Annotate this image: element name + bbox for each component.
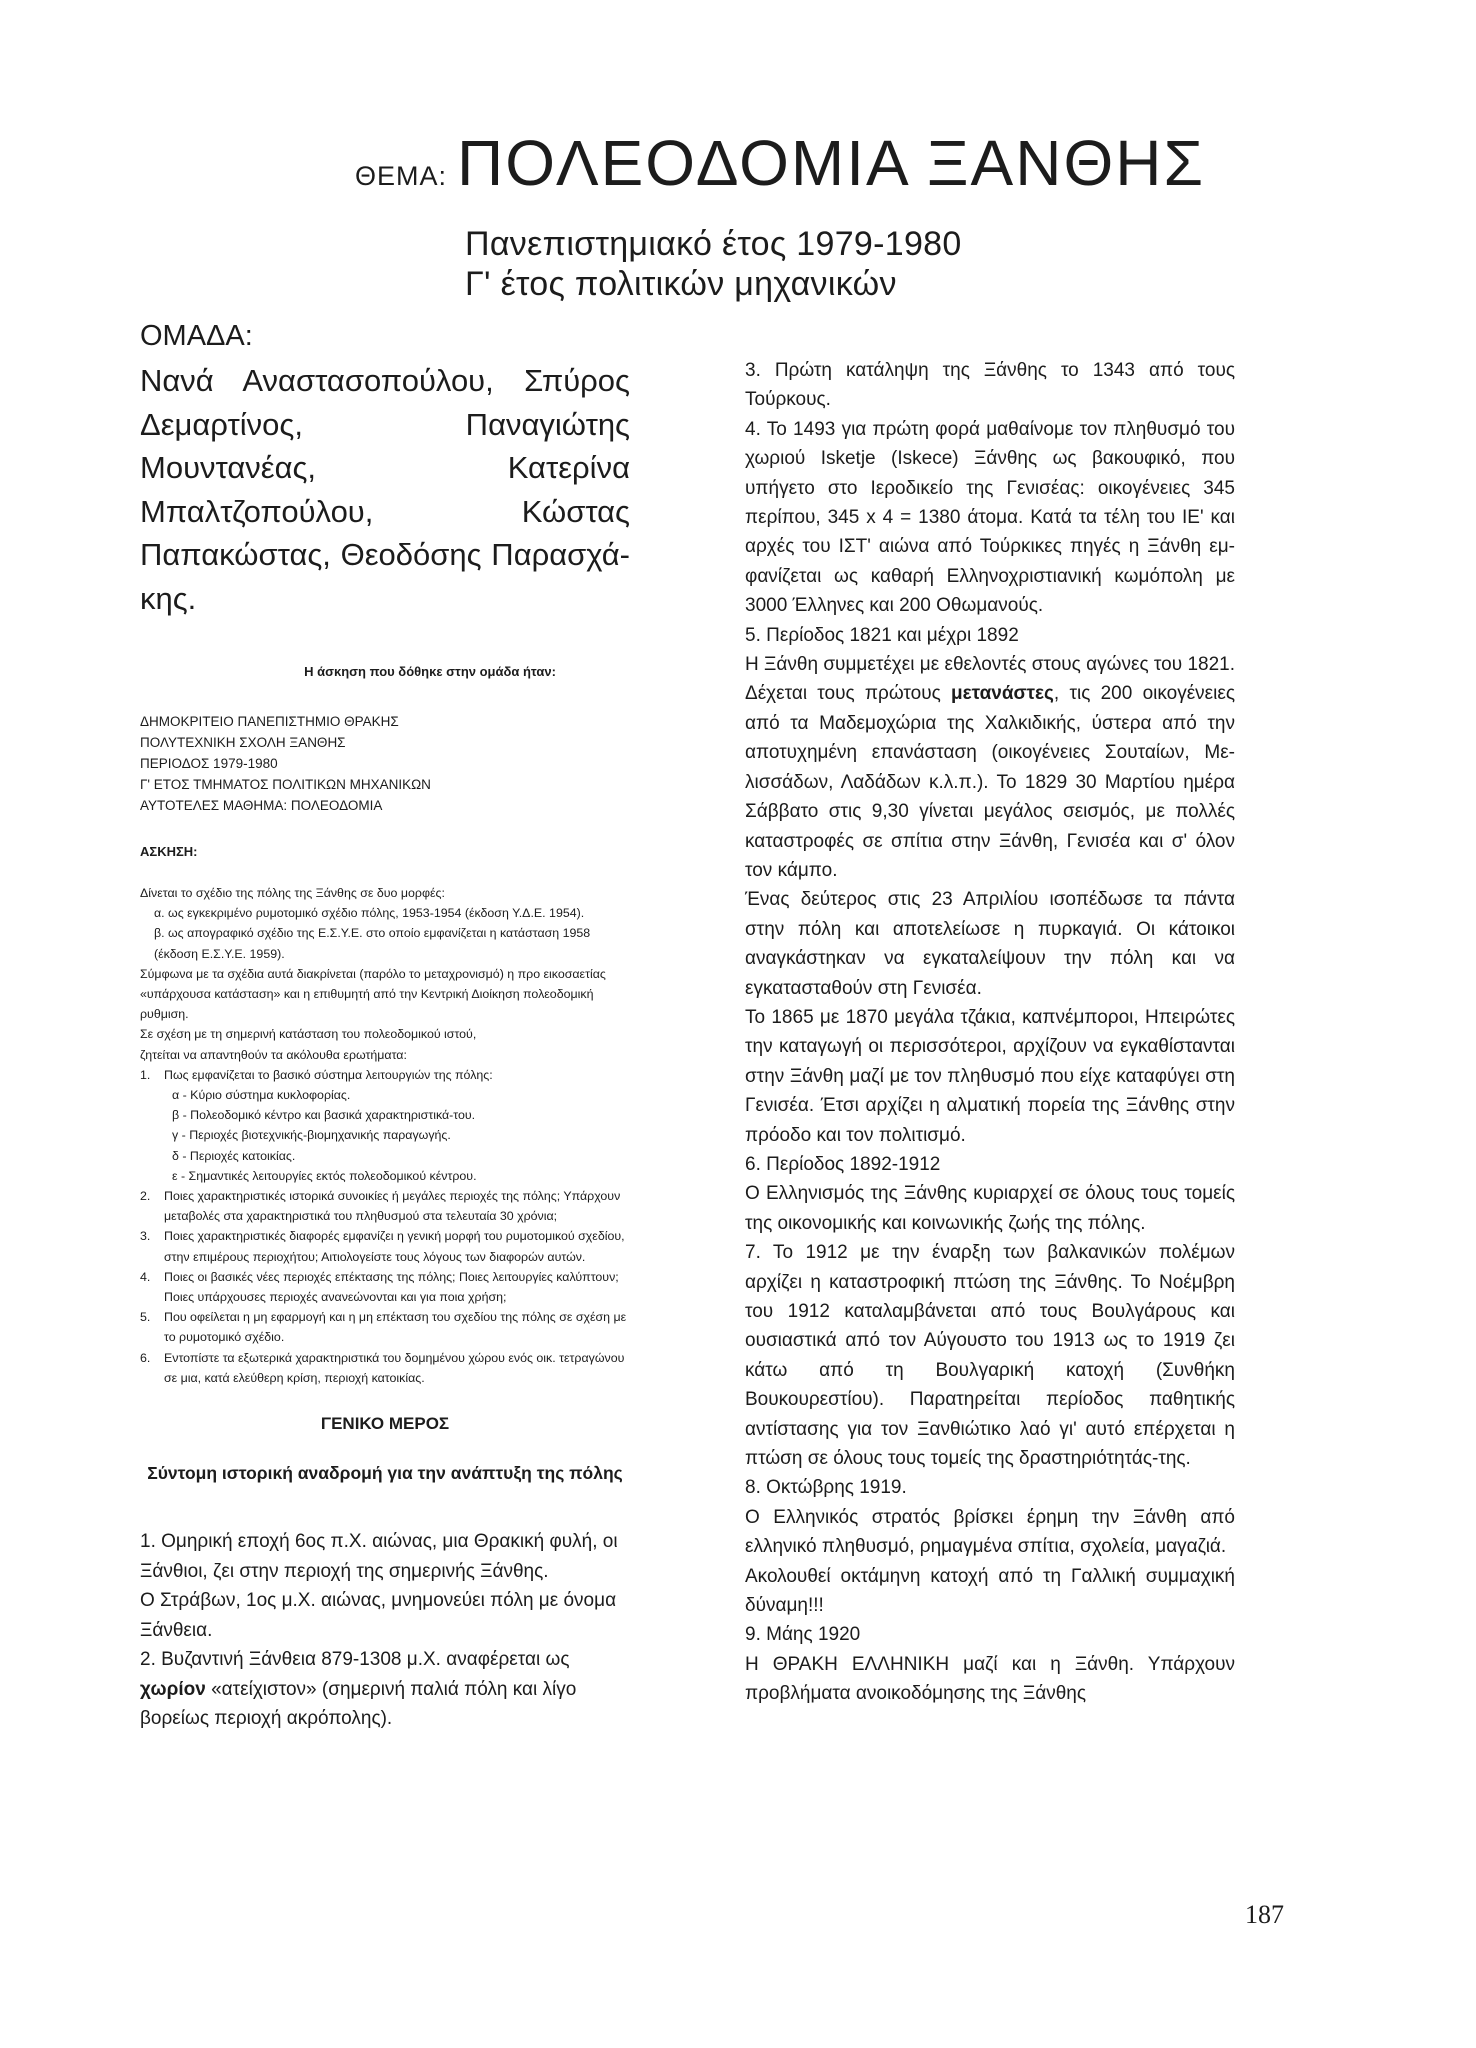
question-item (140, 1226, 630, 1266)
exercise-header-lines (140, 711, 630, 816)
question-number: 4. (140, 1269, 151, 1284)
department-line: Γ' έτος πολιτικών μηχανικών (465, 265, 897, 303)
history-paragraph: Ο Ελληνικός στρατός βρίσκει έρημη την Ξάνθη από ελληνικό πληθυσμό, ρημαγμένα σπίτια, σχολεία, μαγαζιά. (745, 1506, 1235, 1558)
header-line: ΠΕΡΙΟΔΟΣ 1979-1980 (140, 756, 278, 771)
exercise-form-a: α. ως εγκεκριμένο ρυμοτομικό σχέδιο πόλης, 1953-1954 (έκδοση Υ.Δ.Ε. 1954). (154, 906, 585, 921)
academic-year: Πανεπιστημιακό έτος 1979-1980 (465, 225, 962, 263)
question-number: 5. (140, 1310, 151, 1325)
history-paragraph: 6. Περίοδος 1892-1912 (745, 1153, 941, 1175)
history-paragraph: Η ΘΡΑΚΗ ΕΛΛΗΝΙΚΗ μαζί και η Ξάνθη. Υπάρχουν προβλήματα ανοικοδόμησης της Ξάνθης (745, 1653, 1235, 1705)
question-item (140, 1186, 630, 1226)
bold-term: χωρίον (140, 1678, 206, 1700)
exercise-given: Δίνεται το σχέδιο της πόλης της Ξάνθης σε δυο μορφές: (140, 886, 445, 900)
title-row (355, 126, 1205, 200)
title-prefix: ΘΕΜΑ: (355, 161, 448, 191)
history-text-left (140, 1527, 630, 1734)
left-column (140, 320, 630, 1734)
header-line: Γ' ΕΤΟΣ ΤΜΗΜΑΤΟΣ ΠΟΛΙΤΙΚΩΝ ΜΗΧΑΝΙΚΩΝ (140, 777, 431, 792)
history-paragraph: Ακολουθεί οκτάμηνη κατοχή από τη Γαλλική συμμαχική δύναμη!!! (745, 1565, 1235, 1617)
history-paragraph (140, 1645, 630, 1734)
header-line: ΔΗΜΟΚΡΙΤΕΙΟ ΠΑΝΕΠΙΣΤΗΜΙΟ ΘΡΑΚΗΣ (140, 714, 399, 729)
exercise-paragraph: Σε σχέση με τη σημερινή κατάσταση του πολεοδομικού ιστού, (140, 1027, 477, 1042)
question-subitem: β - Πολεοδομικό κέντρο και βασικά χαρακτηριστικά-του. (172, 1108, 476, 1123)
question-item (140, 1307, 630, 1347)
header-line: ΑΥΤΟΤΕΛΕΣ ΜΑΘΗΜΑ: ΠΟΛΕΟΔΟΜΙΑ (140, 798, 383, 813)
question-item (140, 1065, 630, 1085)
exercise-intro: Η άσκηση που δόθηκε στην ομάδα ήταν: (304, 664, 556, 679)
bold-term: μετανάστες (951, 683, 1054, 705)
history-paragraph: 1. Ομηρική εποχή 6ος π.Χ. αιώνας, μια Θρακική φυλή, οι Ξάνθιοι, ζει στην περιοχή της σημερινής Ξάνθης. (140, 1531, 618, 1582)
question-number: 2. (140, 1189, 151, 1204)
text-run: 2. Βυζαντινή Ξάνθεια 879-1308 μ.Χ. αναφέρεται ως (140, 1649, 570, 1671)
exercise-paragraph: Σύμφωνα με τα σχέδια αυτά διακρίνεται (παρόλο το μεταχρονισμό) η προ εικοσαετίας «υπάρχουσα κατάσταση» και η επιθυμητή από την Κεντρική Διοίκηση πολεοδομική ρυθμιση. (140, 966, 606, 1022)
history-paragraph (745, 650, 1235, 885)
header-line: ΠΟΛΥΤΕΧΝΙΚΗ ΣΧΟΛΗ ΞΑΝΘΗΣ (140, 735, 346, 750)
general-section-title: ΓΕΝΙΚΟ ΜΕΡΟΣ (320, 1414, 450, 1434)
history-paragraph: Ένας δεύτερος στις 23 Απριλίου ισοπέδωσε τα πάντα στην πόλη και αποτελείωσε η πυρκαγιά. Οι κάτοικοι αναγκάστηκαν να εγκαταλείψουν την πόλη και να εγκατασταθούν στη Γενισέα. (745, 889, 1235, 999)
question-item (140, 1348, 630, 1388)
question-text: Εντοπίστε τα εξωτερικά χαρακτηριστικά του δομημένου χώρου ενός οικ. τετραγώνου σε μια, κατά ελεύθερη κρίση, περιοχή κατοικίας. (164, 1350, 625, 1385)
text-run: «ατείχιστον» (σημερινή παλιά πόλη και λίγο βορείως περιοχή ακρόπολης). (140, 1678, 577, 1730)
question-subitem: α - Κύριο σύστημα κυκλοφορίας. (172, 1088, 351, 1103)
question-text: Ποιες οι βασικές νέες περιοχές επέκτασης της πόλης; Ποιες λειτουργίες καλύπτουν; Ποιες υπάρχουσες περιοχές ανανεώνονται και για ποια χρήση; (164, 1269, 619, 1305)
question-item (140, 1267, 630, 1307)
exercise-form-b: β. ως απογραφικό σχέδιο της Ε.Σ.Υ.Ε. στο οποίο εμφανίζεται η κατάσταση 1958 (έκδοση Ε.Σ.Υ.Ε. 1959). (154, 926, 591, 961)
history-title: Σύντομη ιστορική αναδρομή για την ανάπτυξη της πόλης (147, 1463, 623, 1484)
group-members: Νανά Αναστασοπούλου, Σπύρος Δεμαρτίνος, Παναγιώτης Μουντανέας, Κατερίνα Μπαλτζοπούλου, Κώστας Παπακώστας, Θεοδόσης Παρασχάκης. (140, 363, 630, 616)
group-label: ΟΜΑΔΑ: (140, 320, 253, 352)
question-number: 1. (140, 1067, 151, 1082)
page-title: ΠΟΛΕΟΔΟΜΙΑ ΞΑΝΘΗΣ (457, 127, 1206, 199)
history-paragraph: 7. Το 1912 με την έναρξη των βαλκανικών πολέμων αρχίζει η καταστροφική πτώση της Ξάνθης. Το Νοέμβρη του 1912 καταλαμβάνεται από τους Βουλγάρους και ουσιαστικά από τον Αύγουστο του 1913 ως το 1919 ζει κάτω από τη Βουλγαρική κατοχή (Συνθήκη Βουκουρεστίου). Παρατηρείται περίοδος παθητικής αντίστασης για τον Ξανθιώτικο λαό γι' αυτό επέρχεται η πτώση σε όλους τους τομείς της δραστηριότητάς-της. (745, 1242, 1235, 1470)
text-run: Η Ξάνθη συμμετέχει με εθελοντές στους αγώνες του 1821. Δέχεται τους πρώτους (745, 654, 1235, 705)
history-paragraph: 4. Το 1493 για πρώτη φορά μαθαίνομε τον πληθυσμό του χωριού Isketje (Iskece) Ξάνθης ως βακουφικό, που υπήγετο στο Ιεροδικείο της Γενισέας: οικογένειες 345 περίπου, 345 x 4 = 1380 άτομα. Κατά τα τέλη του ΙΕ' και αρχές του ΙΣΤ' αιώνα από Τούρκικες πηγές η Ξάνθη εμφανίζεται ως καθαρή Ελληνοχριστιανική κωμόπολη με 3000 Έλληνες και 200 Οθωμανούς. (745, 418, 1235, 617)
question-subitem: γ - Περιοχές βιοτεχνικής-βιομηχανικής παραγωγής. (172, 1128, 451, 1143)
exercise-label: ΑΣΚΗΣΗ: (140, 844, 198, 859)
right-column (745, 356, 1235, 1709)
question-text: Πως εμφανίζεται το βασικό σύστημα λειτουργιών της πόλης: (164, 1067, 493, 1082)
question-number: 3. (140, 1229, 151, 1244)
question-number: 6. (140, 1350, 151, 1365)
exercise-paragraph: ζητείται να απαντηθούν τα ακόλουθα ερωτήματα: (140, 1047, 407, 1062)
page-number: 187 (1245, 1900, 1284, 1929)
history-paragraph: Ο Ελληνισμός της Ξάνθης κυριαρχεί σε όλους τους τομείς της οικονομικής και κοινωνικής ζωής της πόλης. (745, 1183, 1235, 1234)
history-paragraph: Το 1865 με 1870 μεγάλα τζάκια, καπνέμποροι, Ηπειρώτες την καταγωγή οι περισσότεροι, αρχίζουν να εγκαθίστανται στην Ξάνθη μαζί με τον πληθυσμό που είχε καταφύγει στη Γενισέα. Έτσι αρχίζει η αλματική πορεία της Ξάνθης στην πρόοδο και τον πολιτισμό. (745, 1006, 1235, 1146)
question-text: Ποιες χαρακτηριστικές ιστορικά συνοικίες ή μεγάλες περιοχές της πόλης; Υπάρχουν μεταβολές στα χαρακτηριστικά του πληθυσμού στα τελευταία 30 χρόνια; (164, 1189, 621, 1224)
history-paragraph: Ο Στράβων, 1ος μ.Χ. αιώνας, μνημονεύει πόλη με όνομα Ξάνθεια. (140, 1590, 617, 1641)
question-text: Ποιες χαρακτηριστικές διαφορές εμφανίζει η γενική μορφή του ρυμοτομικού σχεδίου, στην επιμέρους περιοχήτου; Αιτιολογείστε τους λόγους των διαφορών αυτών. (164, 1229, 625, 1264)
question-text: Που οφείλεται η μη εφαρμογή και η μη επέκταση του σχεδίου της πόλης σε σχέση με το ρυμοτομικό σχέδιο. (164, 1310, 627, 1345)
history-paragraph: 9. Μάης 1920 (745, 1624, 861, 1646)
history-paragraph: 3. Πρώτη κατάληψη της Ξάνθης το 1343 από τους Τούρκους. (745, 360, 1235, 411)
text-run: , τις 200 οικογένειες από τα Μαδεμοχώρια της Χαλκιδικής, ύστερα από την αποτυχημένη επανάσταση (οικογένειες Σουταίων, Μελισσάδων, Λαδάδων κ.λ.π.). Το 1829 30 Μαρτίου ημέρα Σάββατο στις 9,30 γίνεται μεγάλος σεισμός, με πολλές καταστροφές σε σπίτια στην Ξάνθη, Γενισέα και σ' όλον τον κάμπο. (745, 683, 1235, 881)
question-subitem: δ - Περιοχές κατοικίας. (172, 1148, 296, 1163)
history-paragraph: 5. Περίοδος 1821 και μέχρι 1892 (745, 624, 1019, 646)
exercise-text (140, 883, 630, 1388)
question-subitem: ε - Σημαντικές λειτουργίες εκτός πολεοδομικού κέντρου. (172, 1168, 477, 1183)
history-paragraph: 8. Οκτώβρης 1919. (745, 1477, 907, 1499)
